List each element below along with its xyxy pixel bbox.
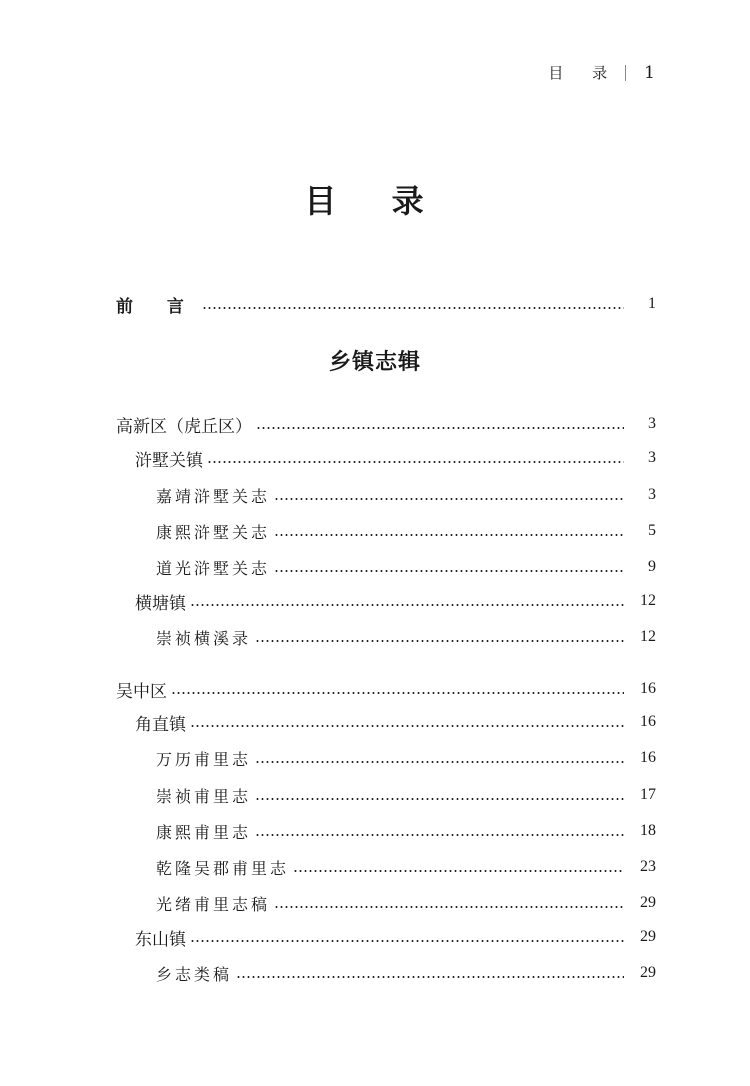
toc-leader-dots	[255, 834, 624, 836]
toc-leader-dots	[256, 427, 624, 429]
toc-entry-page: 29	[640, 964, 656, 981]
toc-entry-page: 3	[648, 486, 656, 503]
toc-leader-dots	[274, 498, 624, 500]
toc-leader-dots	[202, 307, 624, 309]
toc-entry-gazetteer[interactable]	[0, 743, 750, 773]
toc-entry-page: 18	[640, 822, 656, 839]
section-title: 乡镇志辑	[328, 350, 421, 375]
toc-entry-gazetteer[interactable]	[0, 622, 750, 652]
toc-entry-label: 浒墅关镇	[135, 450, 203, 471]
toc-entry-town[interactable]	[0, 922, 750, 952]
running-head-page-number: 1	[644, 62, 655, 83]
toc-entry-label: 康熙甫里志	[156, 822, 252, 842]
toc-entry-page: 16	[640, 713, 656, 730]
toc-entry-label: 乾隆吴郡甫里志	[156, 858, 290, 878]
toc-entry-page: 16	[640, 680, 656, 697]
toc-entry-town[interactable]	[0, 586, 750, 616]
toc-entry-label: 前 言	[116, 296, 198, 317]
toc-entry-gazetteer[interactable]	[0, 516, 750, 546]
running-head-title: 目 录	[548, 64, 620, 82]
toc-entry-page: 17	[640, 786, 656, 803]
toc-entry-label: 万历甫里志	[156, 749, 252, 769]
toc-leader-dots	[190, 725, 624, 727]
toc-entry-page: 12	[640, 628, 656, 645]
toc-leader-dots	[255, 761, 624, 763]
toc-entry-gazetteer[interactable]	[0, 816, 750, 846]
toc-entry-label: 乡志类稿	[156, 964, 233, 984]
toc-entry-label: 崇祯甫里志	[156, 786, 252, 806]
toc-leader-dots	[274, 906, 624, 908]
toc-entry-label: 崇祯横溪录	[156, 628, 252, 648]
toc-entry-label: 光绪甫里志稿	[156, 894, 271, 914]
toc-leader-dots	[171, 692, 624, 694]
toc-leader-dots	[190, 940, 624, 942]
toc-entry-page: 23	[640, 858, 656, 875]
toc-entry-page: 29	[640, 894, 656, 911]
toc-entry-gazetteer[interactable]	[0, 888, 750, 918]
page-title: 目 录	[304, 182, 446, 220]
toc-entry-label: 道光浒墅关志	[156, 558, 271, 578]
toc-entry-label: 东山镇	[135, 929, 186, 950]
running-head	[548, 62, 655, 83]
running-head-divider	[625, 65, 626, 81]
toc-leader-dots	[255, 798, 624, 800]
toc-entry-gazetteer[interactable]	[0, 852, 750, 882]
toc-entry-gazetteer[interactable]	[0, 552, 750, 582]
toc-entry-gazetteer[interactable]	[0, 480, 750, 510]
toc-entry-page: 9	[648, 558, 656, 575]
toc-entry-page: 12	[640, 592, 656, 609]
toc-entry-town[interactable]	[0, 443, 750, 473]
toc-entry-page: 16	[640, 749, 656, 766]
toc-leader-dots	[293, 870, 624, 872]
toc-entry-label: 康熙浒墅关志	[156, 522, 271, 542]
toc-entry-preface[interactable]	[0, 289, 750, 319]
toc-leader-dots	[274, 534, 624, 536]
toc-entry-page: 3	[648, 449, 656, 466]
toc-entry-town[interactable]	[0, 707, 750, 737]
toc-entry-label: 吴中区	[116, 681, 167, 702]
toc-entry-gazetteer[interactable]	[0, 958, 750, 988]
toc-leader-dots	[236, 976, 624, 978]
toc-leader-dots	[274, 570, 624, 572]
toc-entry-label: 角直镇	[135, 714, 186, 735]
toc-entry-label: 高新区（虎丘区）	[116, 416, 252, 437]
toc-entry-label: 嘉靖浒墅关志	[156, 486, 271, 506]
toc-leader-dots	[255, 640, 624, 642]
toc-entry-page: 5	[648, 522, 656, 539]
toc-entry-district[interactable]	[0, 674, 750, 704]
toc-entry-gazetteer[interactable]	[0, 780, 750, 810]
toc-entry-page: 3	[648, 415, 656, 432]
toc-entry-page: 29	[640, 928, 656, 945]
toc-entry-label: 横塘镇	[135, 593, 186, 614]
toc-entry-district[interactable]	[0, 409, 750, 439]
toc-leader-dots	[190, 604, 624, 606]
toc-leader-dots	[207, 461, 624, 463]
toc-entry-page: 1	[648, 295, 656, 312]
